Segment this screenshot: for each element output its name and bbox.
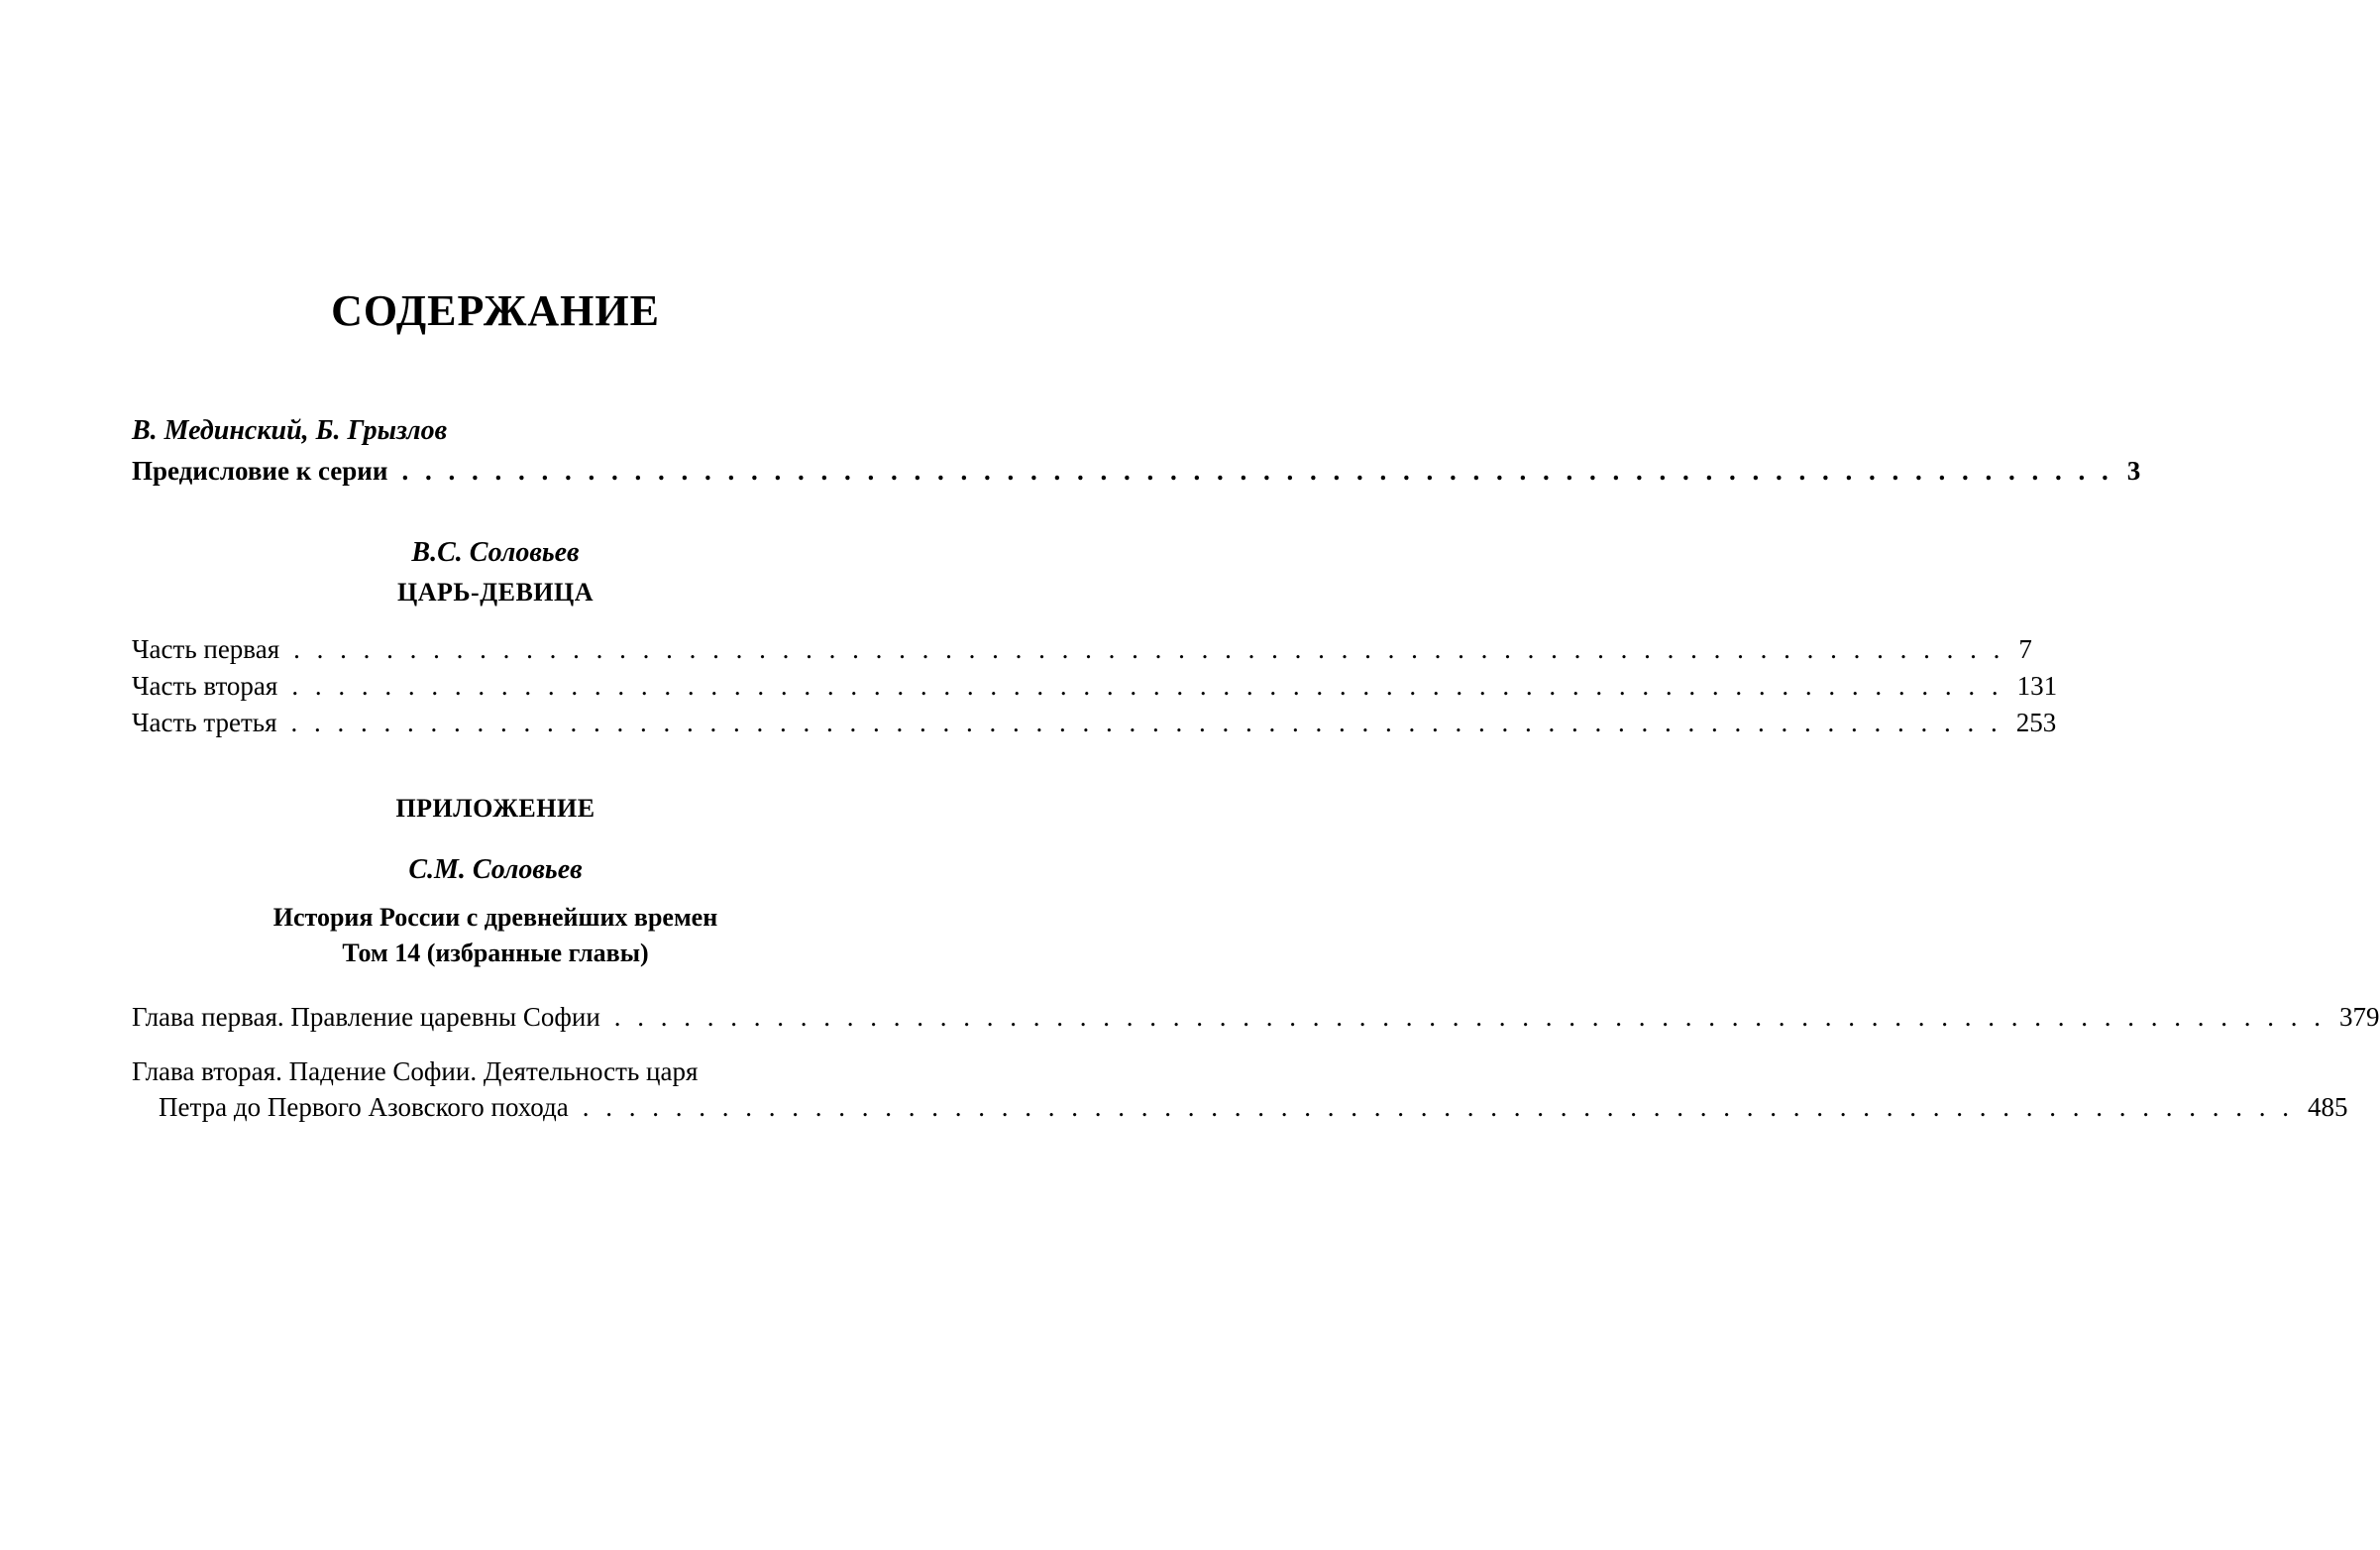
toc-entry-label: Часть третья	[132, 708, 277, 737]
toc-entry-foreword[interactable]	[132, 453, 2141, 489]
toc-entry-page: 7	[2018, 634, 2032, 664]
toc-entry-page: 253	[2015, 708, 2057, 737]
novel-title: ЦАРЬ-ДЕВИЦА	[396, 578, 595, 607]
appendix-book-title: История России с древнейших времен	[272, 903, 718, 932]
appendix-heading: ПРИЛОЖЕНИЕ	[395, 794, 595, 823]
toc-entry-part-3[interactable]	[132, 705, 2057, 740]
appendix-volume: Том 14 (избранные главы)	[342, 939, 649, 967]
leader-dots: . . . . . . . . . . . . . . . . . . . . . . . . . . . . . . . . . . . . . . . . . . . . . . . . . . . . . . . . . . . . . . . . . . . . . . . . . .	[582, 1092, 2294, 1122]
appendix-author: С.М. Соловьев	[408, 854, 583, 885]
toc-entry-part-2[interactable]	[132, 668, 2058, 704]
leader-dots: . . . . . . . . . . . . . . . . . . . . . . . . . . . . . . . . . . . . . . . . . . . . . . . . . . . . . . . . . . . . . . . . . . . . . . . . . .	[293, 634, 2005, 664]
toc-entry-label: Глава первая. Правление царевны Софии	[132, 1002, 600, 1032]
toc-entry-chapter-2-line-1[interactable]: Глава вторая. Падение Софии. Деятельность царя	[132, 1056, 699, 1086]
leader-dots: . . . . . . . . . . . . . . . . . . . . . . . . . . . . . . . . . . . . . . . . . . . . . . . . . . . . . . . . . . . . . . . . . . . . . . . . . .	[291, 671, 2003, 701]
toc-entry-label: Часть вторая	[132, 671, 278, 701]
toc-entry-part-1[interactable]	[132, 631, 2032, 667]
toc-entry-chapter-1[interactable]	[132, 999, 2380, 1035]
toc-entry-page: 379	[2339, 1002, 2380, 1032]
leader-dots: . . . . . . . . . . . . . . . . . . . . . . . . . . . . . . . . . . . . . . . . . . . . . . . . . . . . . . . . . . . . . . . . . . . . . . . . . .	[290, 708, 2002, 737]
toc-entry-chapter-2[interactable]	[159, 1089, 2348, 1125]
leader-dots: . . . . . . . . . . . . . . . . . . . . . . . . . . . . . . . . . . . . . . . . . . . . . . . . . . . . . . . . . . . . . . . . . . . . . . . . . .	[613, 1002, 2326, 1032]
novel-author: В.С. Соловьев	[411, 537, 580, 568]
toc-entry-page: 485	[2307, 1092, 2348, 1122]
leader-dots: . . . . . . . . . . . . . . . . . . . . . . . . . . . . . . . . . . . . . . . . . . . . . . . . . . . . . . . . . . . . . . . . . . . . . . . . . .	[401, 456, 2113, 486]
toc-entry-label: Предисловие к серии	[132, 456, 388, 486]
foreword-authors: В. Мединский, Б. Грызлов	[132, 415, 448, 446]
toc-entry-page: 3	[2126, 456, 2141, 486]
toc-entry-label: Часть первая	[132, 634, 280, 664]
toc-entry-page: 131	[2016, 671, 2058, 701]
toc-entry-label: Петра до Первого Азовского похода	[159, 1092, 569, 1122]
page-title: СОДЕРЖАНИЕ	[331, 286, 660, 335]
